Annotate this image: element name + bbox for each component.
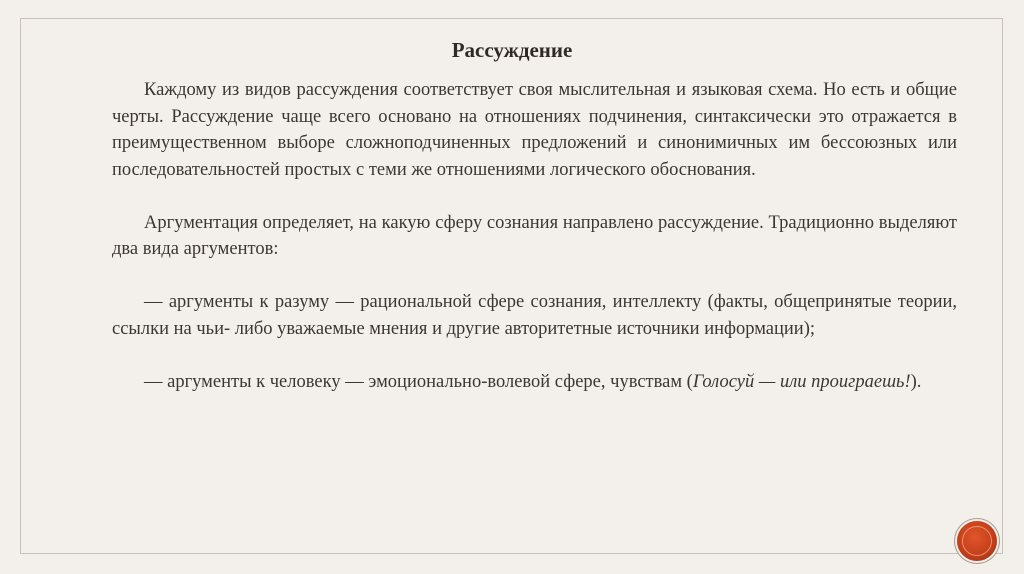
- paragraph-arguments-to-reason: — аргументы к разуму — рациональной сфере сознания, интеллекту (факты, общепринятые теории, ссылки на чьи- либо уважаемые мнения и другие авторитетные источники информации);: [112, 292, 957, 339]
- paragraph-speech-schema: Каждому из видов рассуждения соответствует своя мыслительная и языковая схема. Но есть и общие черты. Рассуждение чаще всего основано на отношениях подчинения, синтаксически это отражается в преимущественном выборе сложноподчиненных предложений и синонимичных им бессоюзных или последовательностей простых с теми же отношениями логического обоснования.: [112, 80, 957, 180]
- paragraph-gap: [112, 342, 957, 369]
- paragraph-arguments-to-person: [112, 369, 957, 396]
- paragraph-gap: [112, 263, 957, 290]
- slide-body: [112, 77, 957, 395]
- text-after-quote: ).: [910, 371, 922, 392]
- slide-title: Рассуждение: [451, 38, 573, 62]
- paragraph-argumentation: Аргументация определяет, на какую сферу сознания направлено рассуждение. Традиционно выделяют два вида аргументов:: [112, 212, 957, 259]
- paragraph-gap: [112, 183, 957, 210]
- text-before-quote: — аргументы к человеку — эмоционально-волевой сфере, чувствам (: [144, 371, 693, 392]
- slide-number-badge-icon: [957, 521, 997, 561]
- slogan-quote: Голосуй — или проиграешь!: [692, 371, 911, 392]
